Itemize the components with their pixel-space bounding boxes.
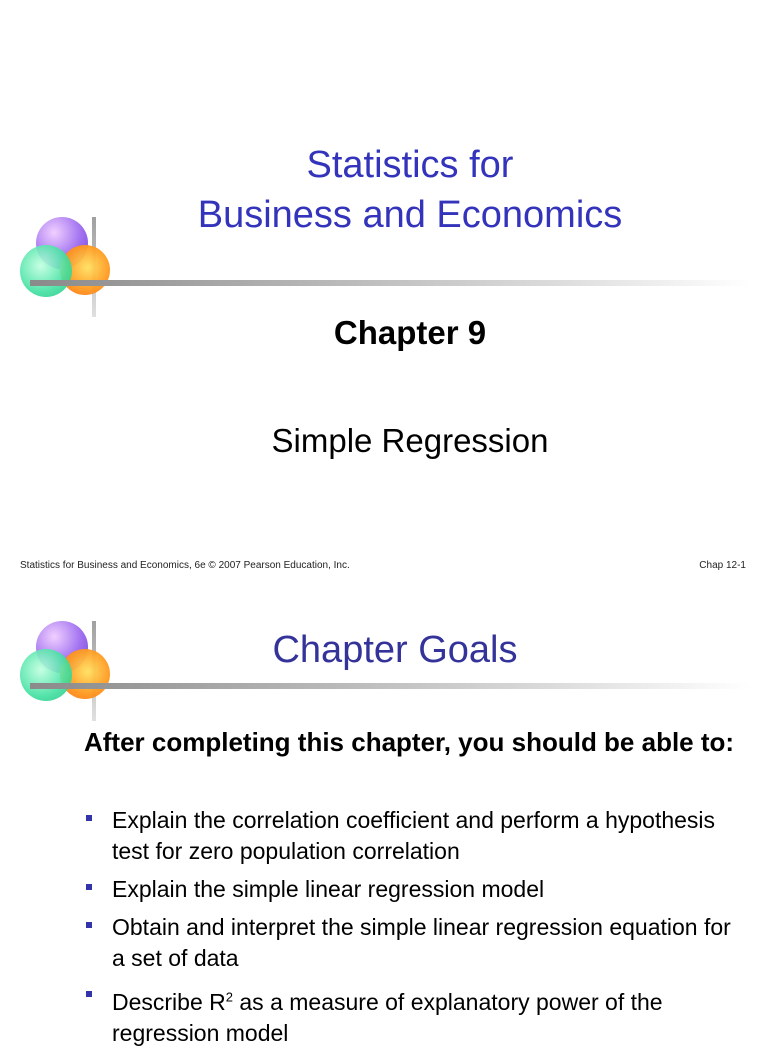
title-line-1: Statistics for (306, 144, 514, 186)
chapter-subtitle: Simple Regression (271, 422, 549, 459)
goal-item (84, 981, 744, 1049)
bullet-icon (86, 884, 92, 890)
title-line-2: Business and Economics (197, 194, 623, 236)
bullet-icon (86, 991, 92, 997)
goal-item (84, 805, 744, 867)
goals-list (84, 805, 744, 1056)
logo-icon (20, 621, 120, 731)
goal-text: Explain the simple linear regression model (112, 876, 545, 902)
goal-text: Describe $R^2$ as a measure of explanatory power of the regression model (112, 988, 663, 1046)
goal-text: Explain the correlation coefficient and perform a hypothesis test for zero population correlation (112, 807, 716, 864)
slide-title (150, 140, 670, 240)
goals-intro: After completing this chapter, you should be able to: (84, 727, 735, 757)
goals-slide (0, 585, 768, 1046)
chapter-number: Chapter 9 (333, 314, 487, 351)
goals-divider (30, 683, 750, 689)
goal-item (84, 912, 744, 974)
logo-icon (20, 217, 120, 327)
goals-title: Chapter Goals (272, 629, 518, 671)
bullet-icon (86, 815, 92, 821)
footer-page-number: Chap 12-1 (699, 560, 746, 571)
footer-copyright: Statistics for Business and Economics, 6e © 2007 Pearson Education, Inc. (20, 560, 350, 571)
title-divider (30, 280, 750, 286)
bullet-icon (86, 922, 92, 928)
goal-item (84, 874, 744, 905)
goal-text: Obtain and interpret the simple linear regression equation for a set of data (112, 914, 731, 971)
